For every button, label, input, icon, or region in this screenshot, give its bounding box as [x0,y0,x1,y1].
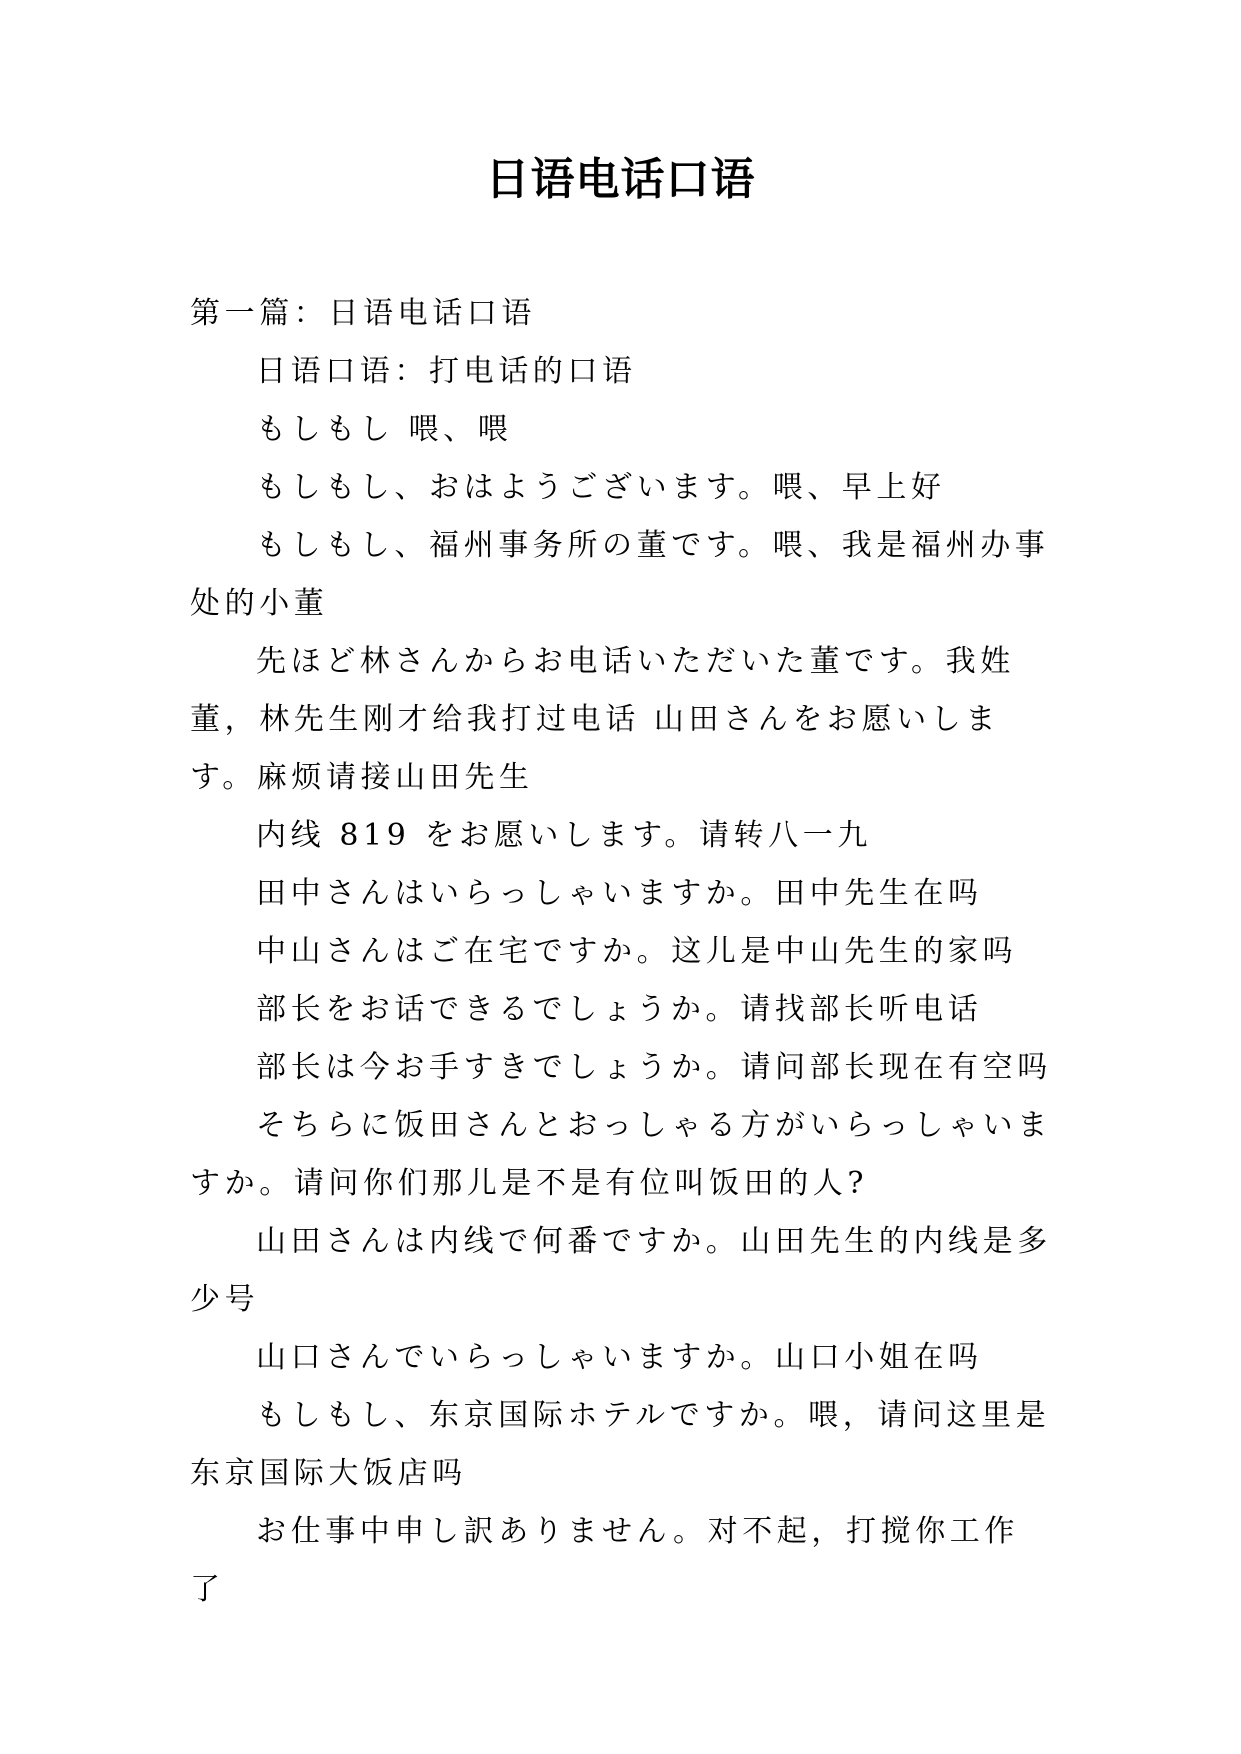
paragraph-heading: 第一篇：日语电话口语 [190,296,536,331]
paragraph: 部长は今お手すきでしょうか。请问部长现在有空吗 [256,1050,1052,1085]
paragraph: 内线 819 をお愿いします。请转八一九 [256,818,872,853]
paragraph: 部长をお话できるでしょうか。请找部长听电话 [256,992,983,1027]
paragraph: 中山さんはご在宅ですか。这儿是中山先生的家吗 [256,934,1018,969]
paragraph: 先ほど林さんからお电话いただいた董です。我姓董，林先生刚才给我打过电话 山田さんをお愿いします。麻烦请接山田先生 [190,644,1015,795]
document-body [190,285,1052,1619]
paragraph: 山口さんでいらっしゃいますか。山口小姐在吗 [256,1340,983,1375]
paragraph: もしもし、おはようございます。喂、早上好 [256,470,946,505]
paragraph: 田中さんはいらっしゃいますか。田中先生在吗 [256,876,983,911]
paragraph: そちらに饭田さんとおっしゃる方がいらっしゃいますか。请问你们那儿是不是有位叫饭田的人? [190,1108,1052,1201]
document-title: 日语电话口语 [485,154,756,205]
paragraph: お仕事中申し訳ありません。对不起，打搅你工作了 [190,1514,1019,1607]
paragraph: もしもし、东京国际ホテルですか。喂，请问这里是东京国际大饭店吗 [190,1398,1051,1491]
paragraph: 日语口语：打电话的口语 [256,354,637,389]
paragraph: 山田さんは内线で何番ですか。山田先生的内线是多少号 [190,1224,1052,1317]
paragraph: もしもし 喂、喂 [256,412,513,447]
paragraph: もしもし、福州事务所の董です。喂、我是福州办事处的小董 [190,528,1050,621]
